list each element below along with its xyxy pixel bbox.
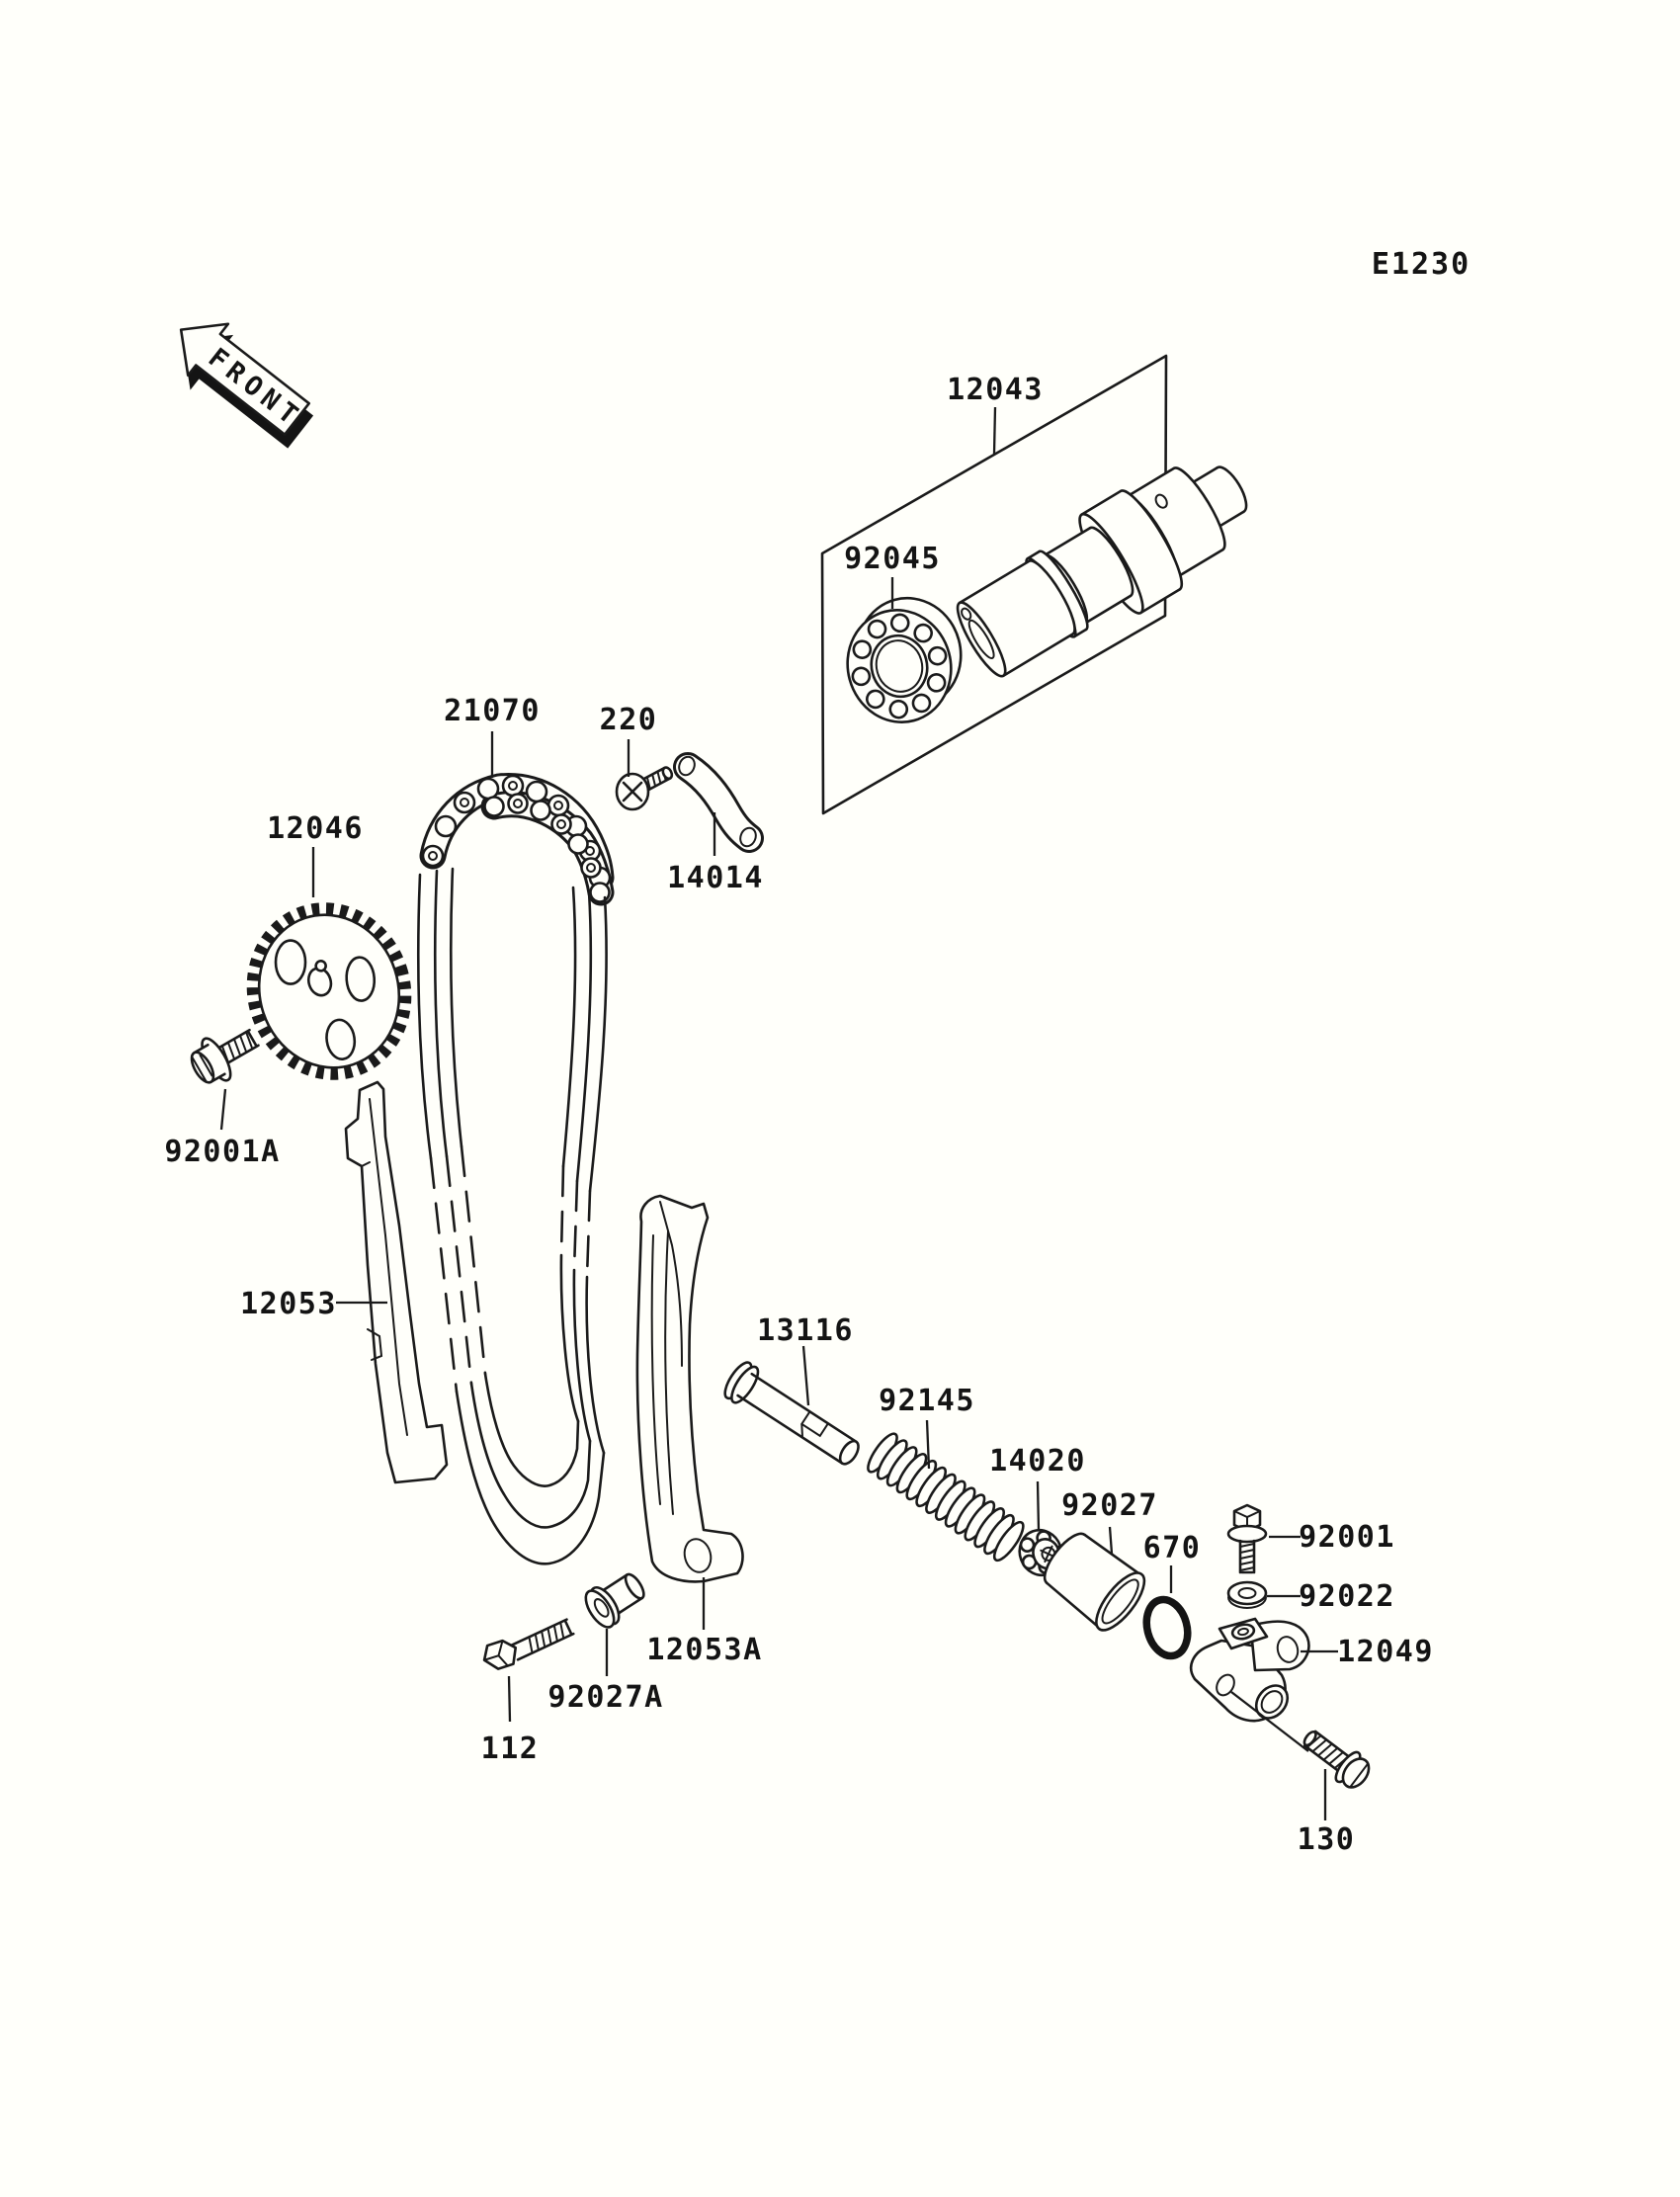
part-label-pivot-sleeve: 92027A — [547, 1680, 664, 1715]
washer-drawing — [1228, 1582, 1266, 1608]
part-label-washer: 92022 — [1299, 1579, 1395, 1614]
cam-sprocket-drawing — [232, 889, 426, 1094]
screw-drawing — [617, 766, 674, 809]
leader-lines — [221, 407, 1338, 1820]
part-label-tensioner-body: 92027 — [1061, 1488, 1158, 1523]
pivot-sleeve-drawing — [580, 1565, 651, 1632]
part-label-chain-guide: 12053 — [240, 1287, 337, 1321]
part-label-push-rod: 13116 — [757, 1313, 854, 1348]
chain-guide-front-drawing — [346, 1082, 447, 1482]
part-label-sprocket: 12046 — [267, 811, 364, 846]
part-label-bearing: 92045 — [844, 542, 941, 576]
part-label-o-ring: 670 — [1142, 1531, 1202, 1565]
part-label-sprocket-bolt: 92001A — [164, 1135, 281, 1169]
front-arrow-label: FRONT — [202, 342, 308, 435]
part-label-spring: 92145 — [879, 1384, 975, 1418]
part-label-tensioner-guide: 12053A — [646, 1633, 763, 1667]
part-label-strap: 14014 — [667, 861, 764, 895]
part-label-guide-bolt: 112 — [480, 1732, 540, 1766]
part-label-cap-bolt: 92001 — [1299, 1520, 1395, 1555]
guide-bolt-drawing — [479, 1611, 574, 1675]
tensioner-cap-drawing — [1191, 1619, 1308, 1751]
diagram-code: E1230 — [1371, 247, 1471, 282]
bearing-drawing — [833, 586, 976, 733]
push-rod-drawing — [720, 1359, 867, 1474]
part-label-mount-bolt: 130 — [1297, 1822, 1356, 1857]
front-arrow-icon — [157, 303, 325, 458]
cam-chain-drawing — [418, 776, 610, 1563]
mount-bolt-drawing — [1297, 1722, 1376, 1794]
part-label-cap-body: 12049 — [1337, 1635, 1434, 1669]
chain-guide-strap-drawing — [676, 754, 758, 848]
camshaft-drawing — [944, 437, 1270, 696]
part-label-camshaft: 12043 — [947, 373, 1044, 407]
sprocket-bolt-drawing — [184, 1017, 266, 1092]
part-label-screw: 220 — [599, 703, 658, 737]
part-label-cam-chain: 21070 — [444, 694, 541, 728]
part-label-adjuster-nut: 14020 — [989, 1444, 1086, 1479]
o-ring-drawing — [1140, 1595, 1194, 1660]
cap-bolt-drawing — [1228, 1505, 1266, 1572]
